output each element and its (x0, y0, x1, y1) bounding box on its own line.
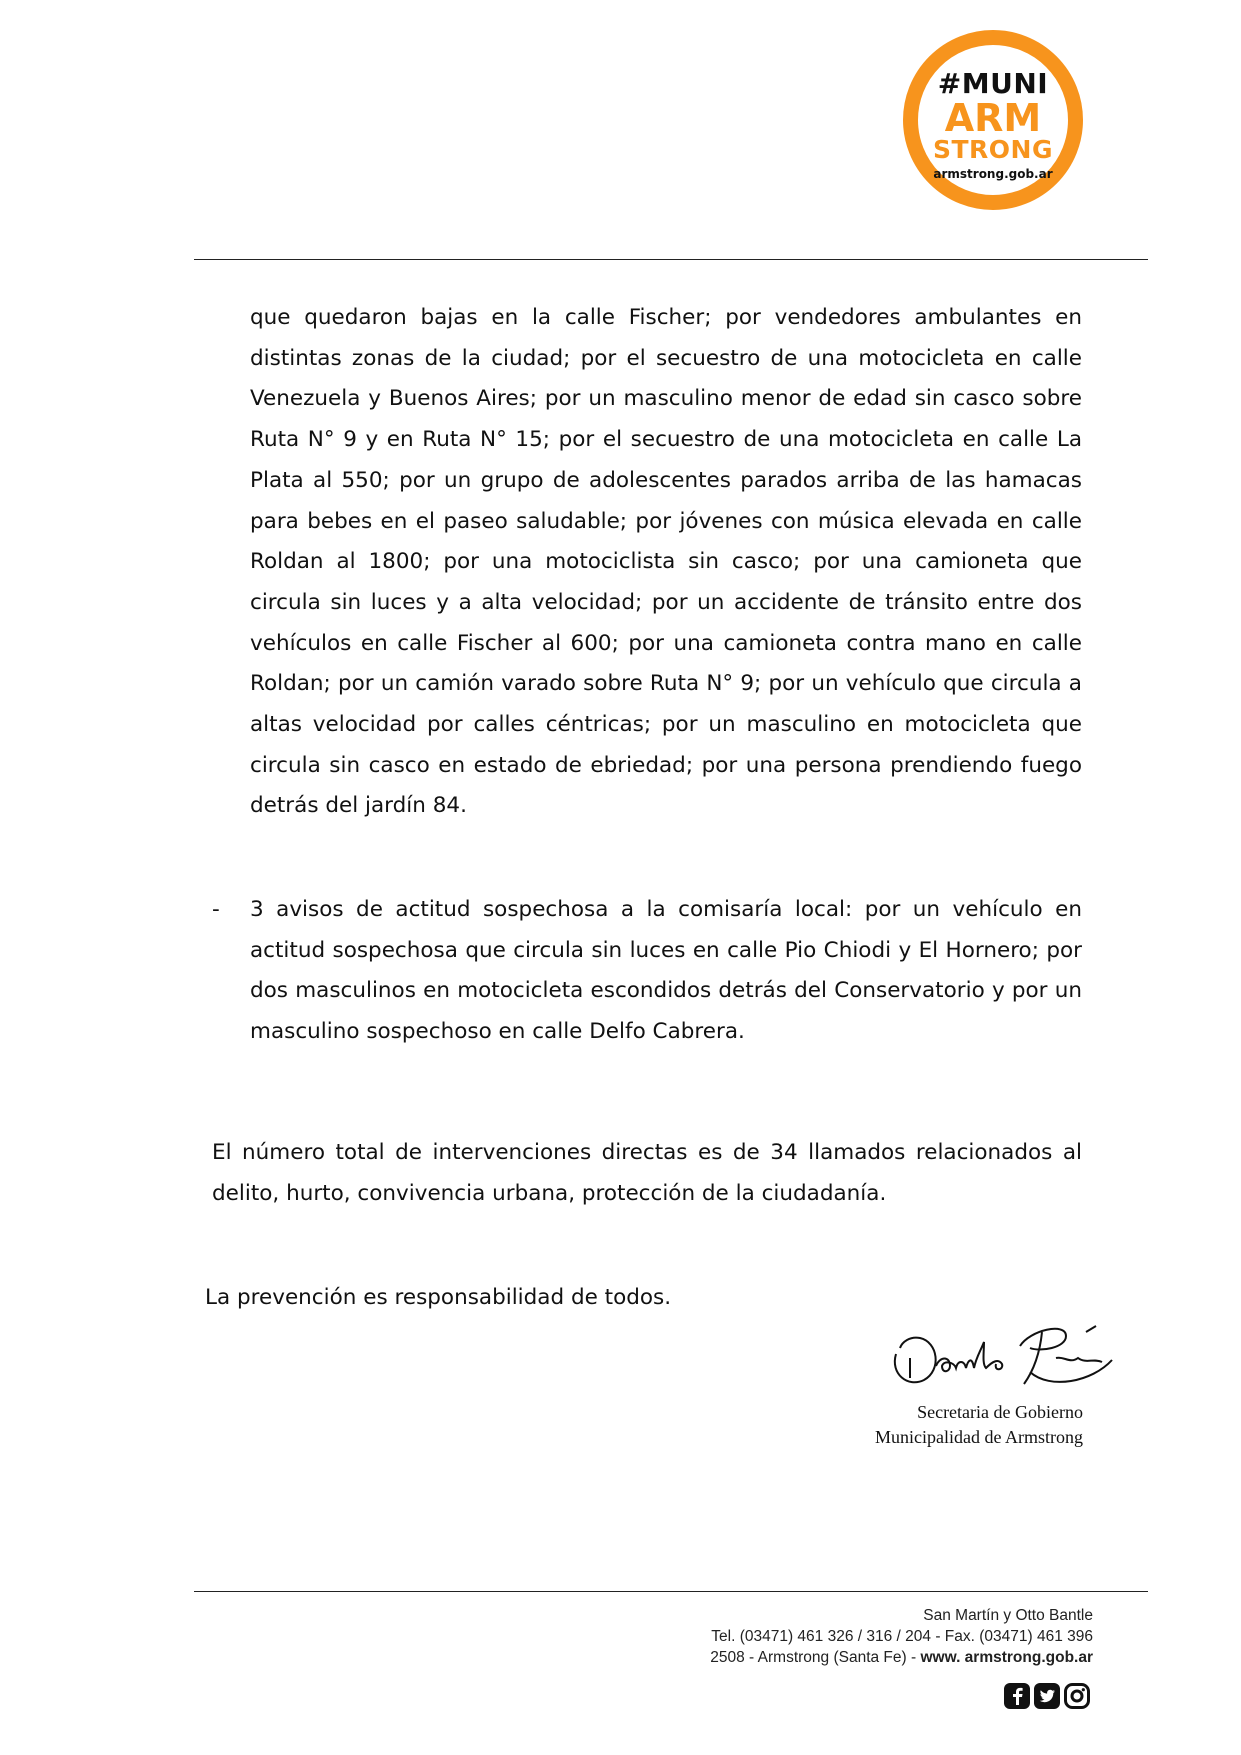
logo-line-muni: #MUNI (937, 67, 1049, 100)
signatory-organization: Municipalidad de Armstrong (875, 1427, 1083, 1447)
footer-city-line (710, 1647, 1093, 1668)
footer-website-link[interactable]: www. armstrong.gob.ar (920, 1649, 1093, 1666)
footer-city: 2508 - Armstrong (Santa Fe) - (710, 1649, 921, 1666)
bullet-item: 3 avisos de actitud sospechosa a la comisaría local: por un vehículo en actitud sospechosa que circula sin luces en calle Pio Chiodi y El Hornero; por dos masculinos en motocicleta escondidos detrás del Conservatorio y por un masculino sospechoso en calle Delfo Cabrera. (250, 897, 1082, 1045)
bullet-marker: - (212, 897, 220, 922)
logo-line-strong: STRONG (932, 135, 1053, 164)
footer-divider (194, 1591, 1148, 1592)
footer-address: San Martín y Otto Bantle (923, 1607, 1093, 1624)
twitter-icon[interactable] (1034, 1683, 1060, 1709)
footer-phones: Tel. (03471) 461 326 / 316 / 204 - Fax. (03471) 461 396 (711, 1628, 1093, 1645)
header-divider (194, 259, 1148, 260)
footer-contact (710, 1605, 1093, 1668)
social-icons (1004, 1683, 1090, 1711)
handwritten-signature (880, 1312, 1125, 1402)
logo-line-domain: armstrong.gob.ar (933, 167, 1053, 181)
closing-line: La prevención es responsabilidad de todos. (205, 1285, 672, 1310)
instagram-icon[interactable] (1064, 1683, 1090, 1709)
summary-paragraph: El número total de intervenciones directas es de 34 llamados relacionados al delito, hurto, convivencia urbana, protección de la ciudadanía. (212, 1140, 1082, 1206)
signatory-title: Secretaria de Gobierno (917, 1402, 1083, 1422)
municipality-logo (903, 30, 1083, 210)
continuation-paragraph: que quedaron bajas en la calle Fischer; por vendedores ambulantes en distintas zonas de la ciudad; por el secuestro de una motocicleta en calle Venezuela y Buenos Aires; por un masculino menor de edad sin casco sobre Ruta N° 9 y en Ruta N° 15; por el secuestro de una motocicleta en calle La Plata al 550; por un grupo de adolescentes parados arriba de las hamacas para bebes en el paseo saludable; por jóvenes con música elevada en calle Roldan al 1800; por una motociclista sin casco; por una camioneta que circula sin luces y a alta velocidad; por un accidente de tránsito entre dos vehículos en calle Fischer al 600; por una camioneta contra mano en calle Roldan; por un camión varado sobre Ruta N° 9; por un vehículo que circula a altas velocidad por calles céntricas; por un masculino en motocicleta que circula sin casco en estado de ebriedad; por una persona prendiendo fuego detrás del jardín 84. (250, 305, 1082, 819)
facebook-icon[interactable] (1004, 1683, 1030, 1709)
logo-line-arm: ARM (944, 96, 1042, 140)
